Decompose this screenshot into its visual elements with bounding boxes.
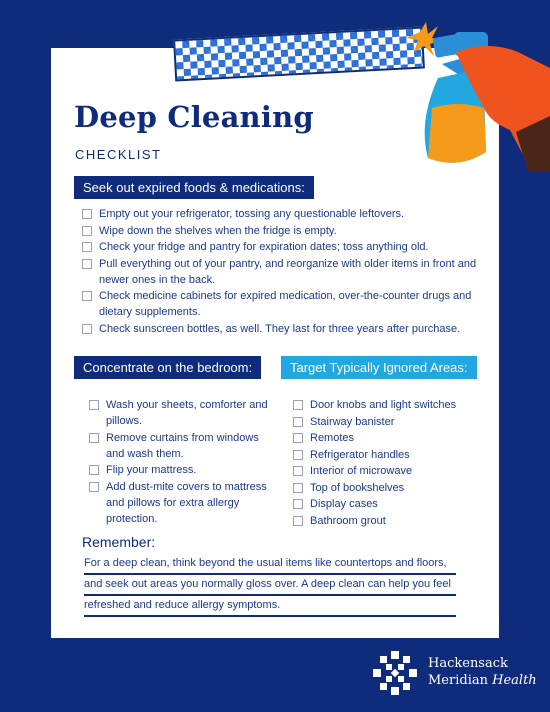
checkbox[interactable] [293,499,303,509]
checklist-item: Wash your sheets, comforter and pillows. [89,397,271,429]
checklist-item: Add dust-mite covers to mattress and pillows for extra allergy protection. [89,479,271,527]
checkbox[interactable] [89,482,99,492]
checklist-item: Remotes [293,430,473,446]
remember-line: For a deep clean, think beyond the usual items like countertops and floors, [84,554,456,575]
section-heading-expired: Seek out expired foods & medications: [74,176,314,199]
checklist-item: Stairway banister [293,414,473,430]
checkbox[interactable] [293,417,303,427]
checklist-item: Check sunscreen bottles, as well. They last for three years after purchase. [82,321,477,337]
ignored-areas-checklist [293,397,473,529]
checklist-item: Pull everything out of your pantry, and reorganize with older items in front and newer ones in the back. [82,256,477,288]
checkbox[interactable] [82,324,92,334]
checkbox[interactable] [82,259,92,269]
checkbox[interactable] [293,516,303,526]
hackensack-logo-icon [372,650,418,696]
section-heading-ignored-areas: Target Typically Ignored Areas: [281,356,477,379]
checklist-item: Check medicine cabinets for expired medication, over-the-counter drugs and dietary supplements. [82,288,477,320]
remember-text [84,554,456,617]
checklist-item: Refrigerator handles [293,447,473,463]
expired-checklist [82,206,477,337]
checklist-item: Door knobs and light switches [293,397,473,413]
remember-line: refreshed and reduce allergy symptoms. [84,596,456,617]
checkbox[interactable] [293,433,303,443]
remember-line: and seek out areas you normally gloss over. A deep clean can help you feel [84,575,456,596]
checkbox[interactable] [82,242,92,252]
checklist-item: Flip your mattress. [89,462,271,478]
checkbox[interactable] [82,291,92,301]
checklist-item: Display cases [293,496,473,512]
bedroom-checklist [89,397,271,527]
checkbox[interactable] [293,450,303,460]
checklist-item: Bathroom grout [293,513,473,529]
checkbox[interactable] [293,483,303,493]
checkbox[interactable] [82,226,92,236]
checklist-item: Check your fridge and pantry for expiration dates; toss anything old. [82,239,477,255]
spray-bottle-icon [398,12,550,172]
brand-name: Hackensack Meridian Health [428,656,537,688]
checklist-item: Interior of microwave [293,463,473,479]
checkbox[interactable] [89,400,99,410]
checklist-item: Empty out your refrigerator, tossing any questionable leftovers. [82,206,477,222]
remember-heading: Remember: [82,534,156,550]
checkbox[interactable] [82,209,92,219]
checklist-item: Top of bookshelves [293,480,473,496]
checklist-item: Wipe down the shelves when the fridge is empty. [82,223,477,239]
page-subtitle: CHECKLIST [75,147,162,162]
section-heading-bedroom: Concentrate on the bedroom: [74,356,261,379]
checklist-item: Remove curtains from windows and wash them. [89,430,271,462]
checkbox[interactable] [293,400,303,410]
checkbox[interactable] [89,465,99,475]
checkbox[interactable] [89,433,99,443]
checkbox[interactable] [293,466,303,476]
page-title: Deep Cleaning [74,100,314,134]
